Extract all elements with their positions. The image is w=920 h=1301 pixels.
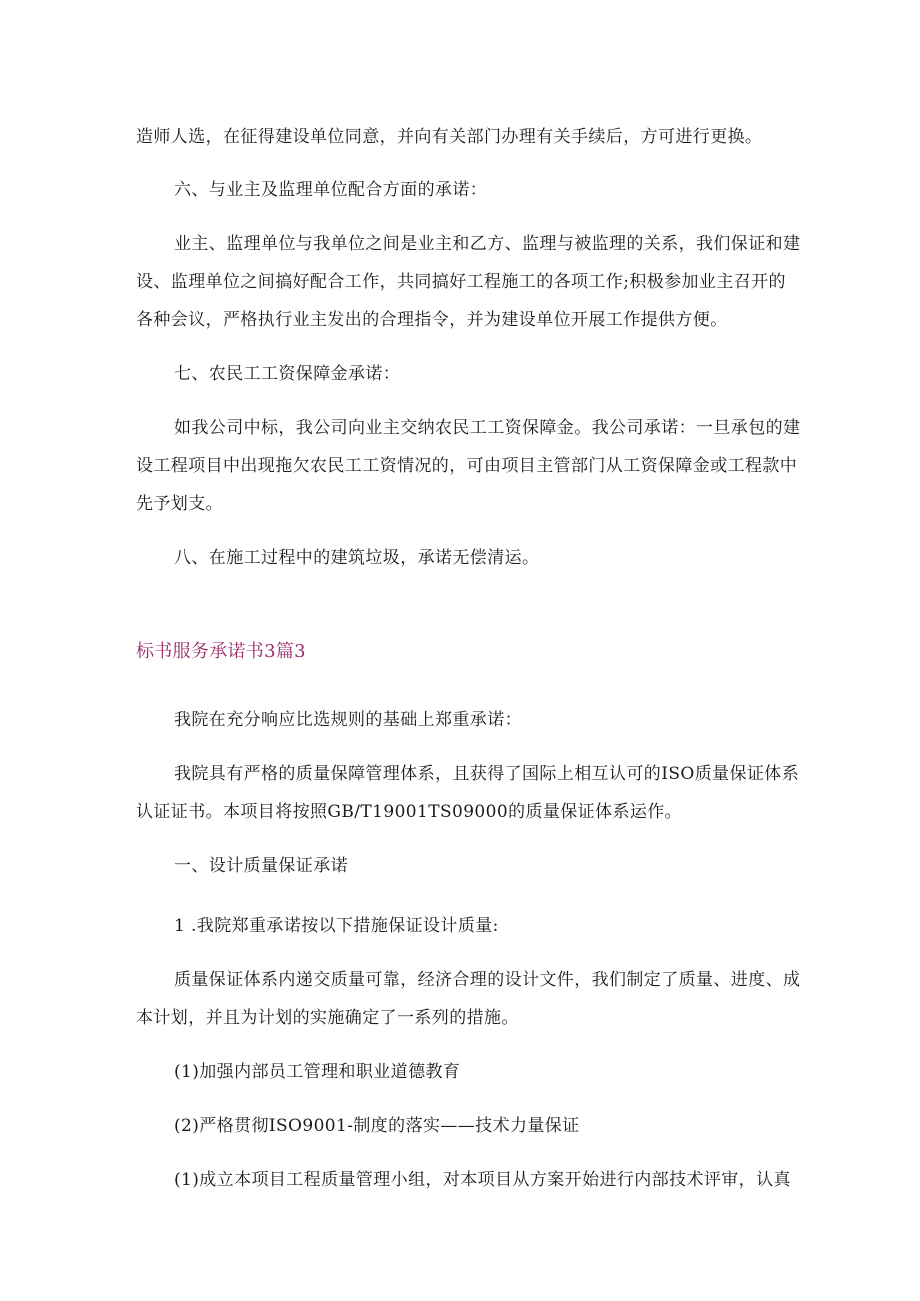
paragraph-line: 造师人选，在征得建设单位同意，并向有关部门办理有关手续后，方可进行更换。	[136, 127, 763, 147]
section-heading-eight: 八、在施工过程中的建筑垃圾，承诺无偿清运。	[174, 548, 540, 568]
paragraph-line: 业主、监理单位与我单位之间是业主和乙方、监理与被监理的关系，我们保证和建	[174, 234, 801, 254]
subsection-heading: 一、设计质量保证承诺	[174, 856, 348, 876]
section-heading-seven: 七、农民工工资保障金承诺：	[174, 364, 401, 384]
paragraph-line: 如我公司中标，我公司向业主交纳农民工工资保障金。我公司承诺：一旦承包的建	[174, 418, 801, 438]
paragraph-line: 我院具有严格的质量保障管理体系，且获得了国际上相互认可的ISO质量保证体系	[174, 764, 800, 784]
list-item: (1)加强内部员工管理和职业道德教育	[174, 1062, 461, 1082]
paragraph-line: 质量保证体系内递交质量可靠，经济合理的设计文件，我们制定了质量、进度、成	[174, 970, 801, 990]
paragraph-line: 我院在充分响应比选规则的基础上郑重承诺：	[174, 710, 522, 730]
list-item: 1 .我院郑重承诺按以下措施保证设计质量:	[174, 916, 499, 936]
section-heading-six: 六、与业主及监理单位配合方面的承诺：	[174, 180, 488, 200]
list-item: (2)严格贯彻ISO9001-制度的落实——技术力量保证	[174, 1116, 580, 1136]
paragraph-line: 设工程项目中出现拖欠农民工工资情况的，可由项目主管部门从工资保障金或工程款中	[136, 456, 798, 476]
paragraph-line: 认证证书。本项目将按照GB/T19001TS09000的质量保证体系运作。	[136, 802, 683, 822]
paragraph-line: 设、监理单位之间搞好配合工作，共同搞好工程施工的各项工作;积极参加业主召开的	[136, 272, 786, 292]
section-title-link[interactable]: 标书服务承诺书3篇3	[136, 641, 306, 662]
paragraph-line: 本计划，并且为计划的实施确定了一系列的措施。	[136, 1008, 519, 1028]
paragraph-line: 先予划支。	[136, 494, 223, 514]
list-item: (1)成立本项目工程质量管理小组，对本项目从方案开始进行内部技术评审，认真	[174, 1170, 791, 1190]
paragraph-line: 各种会议，严格执行业主发出的合理指令，并为建设单位开展工作提供方便。	[136, 310, 728, 330]
